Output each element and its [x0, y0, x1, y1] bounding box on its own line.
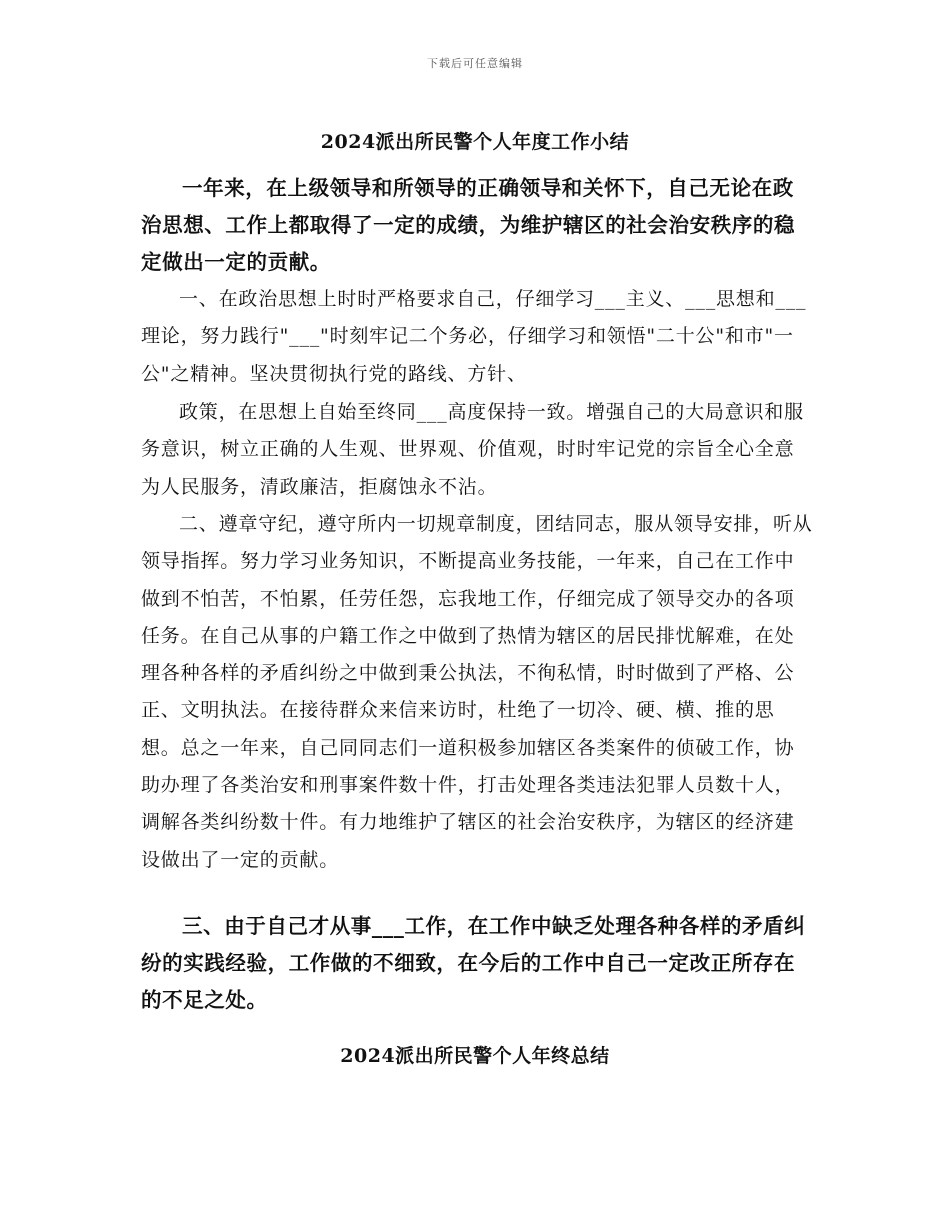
section-3-text: 三、由于自己才从事___工作，在工作中缺乏处理各种各样的矛盾纠纷的实践经验，工作做的不细致，在今后的工作中自己一定改正所存在的不足之处。	[141, 914, 806, 1012]
second-document-title: 2024派出所民警个人年终总结	[340, 1045, 610, 1067]
intro-paragraph	[141, 170, 813, 281]
section-2-text: 二、遵章守纪，遵守所内一切规章制度，团结同志，服从领导安排，听从领导指挥。努力学习业务知识，不断提高业务技能，一年来，自己在工作中做到不怕苦，不怕累，任劳任怨，忘我地工作，仔细完成了领导交办的各项任务。在自己从事的户籍工作之中做到了热情为辖区的居民排忧解难，在处理各种各样的矛盾纠纷之中做到秉公执法，不徇私情，时时做到了严格、公正、文明执法。在接待群众来信来访时，杜绝了一切冷、硬、横、推的思想。总之一年来，自己同同志们一道积极参加辖区各类案件的侦破工作，协助办理了各类治安和刑事案件数十件，打击处理各类违法犯罪人员数十人，调解各类纠纷数十件。有力地维护了辖区的社会治安秩序，为辖区的经济建设做出了一定的贡献。	[141, 513, 813, 871]
document-title: 2024派出所民警个人年度工作小结	[320, 131, 630, 153]
section-3-paragraph	[141, 908, 813, 1019]
section-1-continued-paragraph	[141, 394, 813, 506]
section-1-text: 一、在政治思想上时时严格要求自己，仔细学习___主义、___思想和___理论，努力践行"___"时刻牢记二个务必，仔细学习和领悟"二十公"和市"一公"之精神。坚决贯彻执行党的路线、方针、	[141, 288, 807, 385]
section-2-paragraph	[141, 506, 813, 879]
intro-text: 一年来，在上级领导和所领导的正确领导和关怀下，自己无论在政治思想、工作上都取得了一定的成绩，为维护辖区的社会治安秩序的稳定做出一定的贡献。	[141, 176, 796, 274]
section-1-paragraph	[141, 281, 813, 393]
section-1-continued-text: 政策，在思想上自始至终同___高度保持一致。增强自己的大局意识和服务意识，树立正确的人生观、世界观、价值观，时时牢记党的宗旨全心全意为人民服务，清政廉洁，拒腐蚀永不沾。	[141, 401, 804, 498]
header-note: 下载后可任意编辑	[427, 57, 523, 70]
